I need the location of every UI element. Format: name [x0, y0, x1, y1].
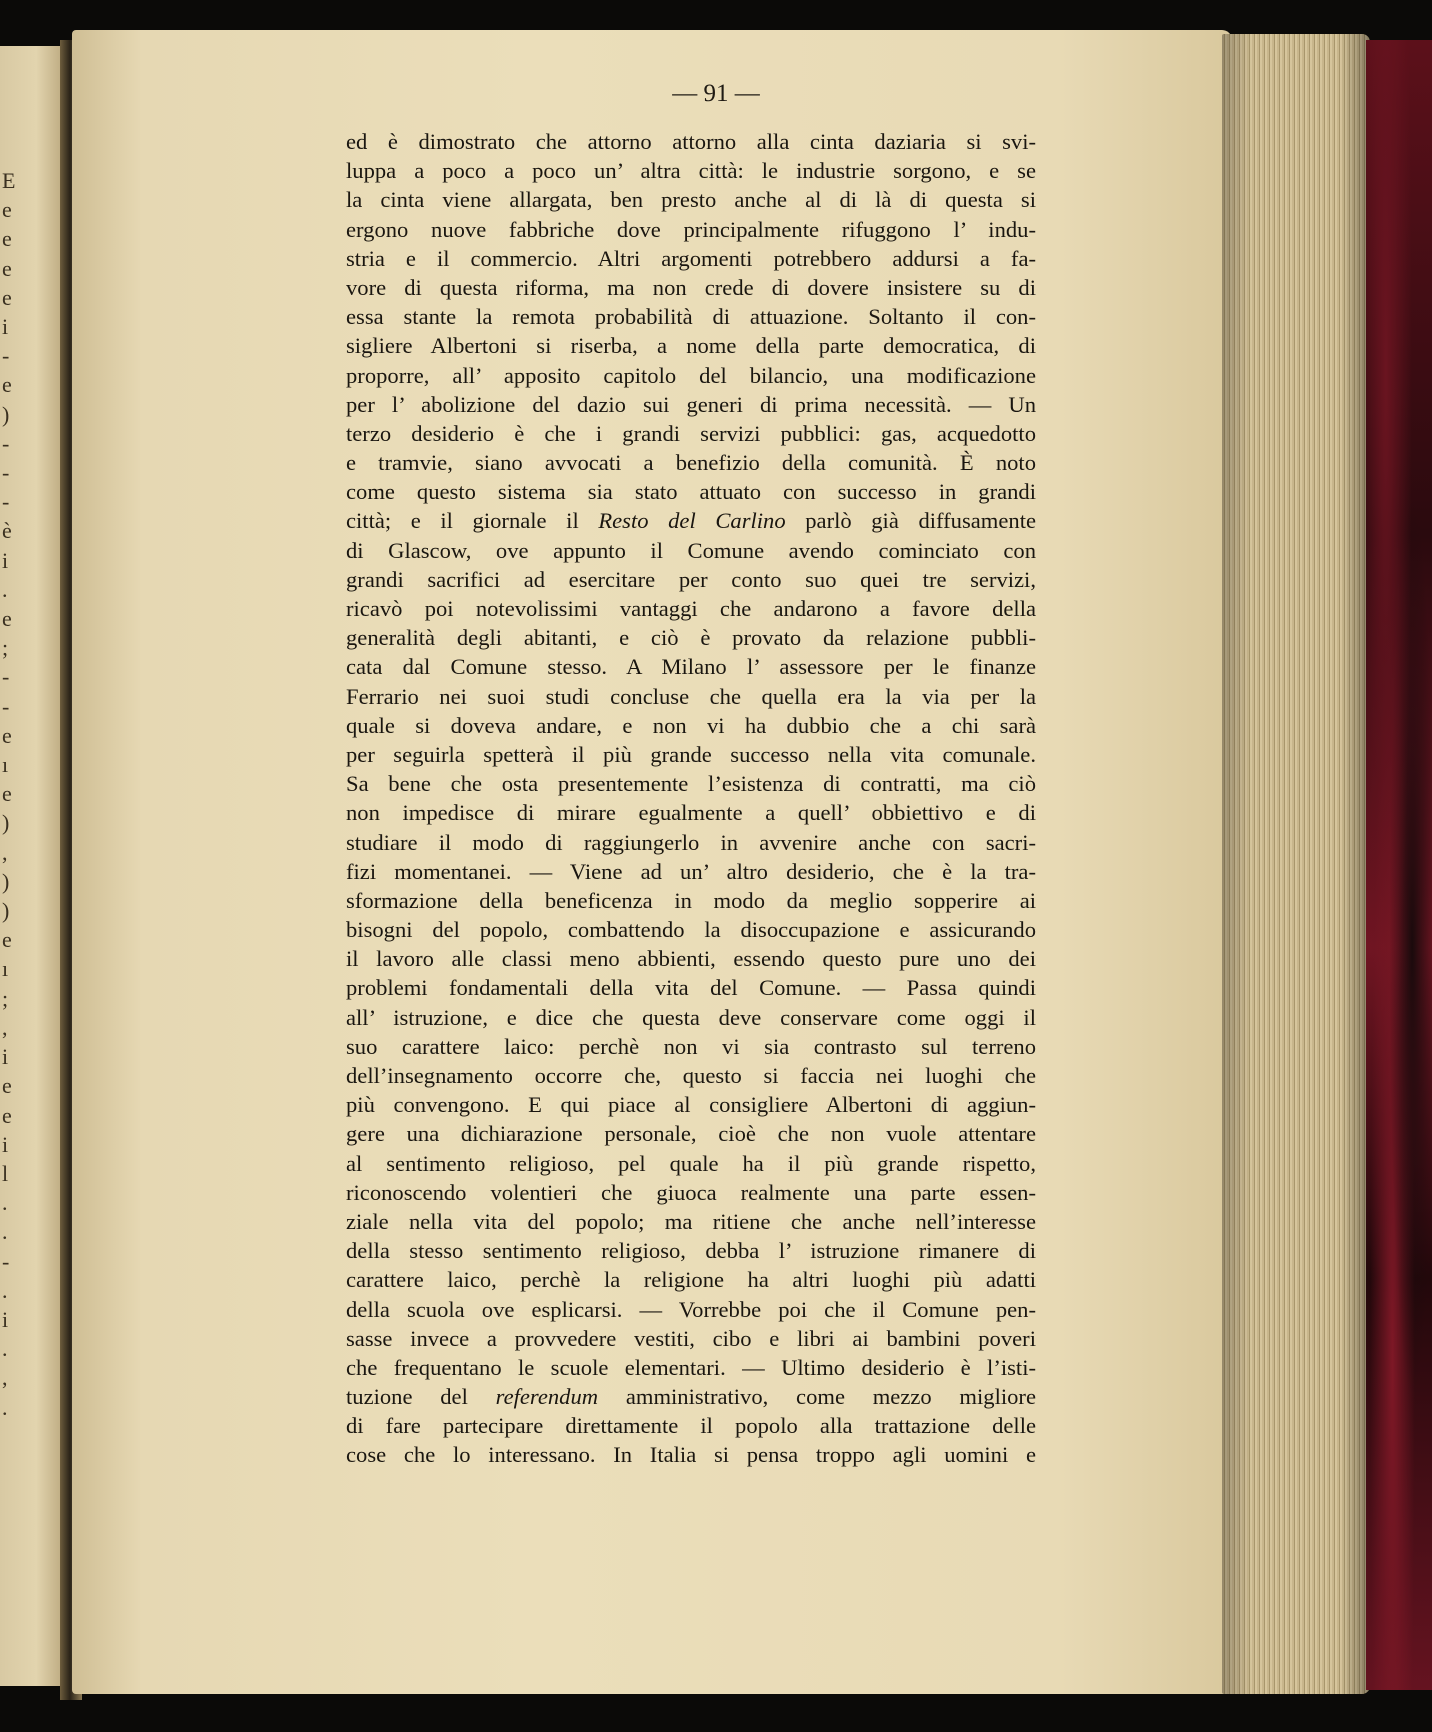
text-span: riconoscendo volentieri che giuoca realmente una parte essen- — [346, 1179, 1036, 1205]
text-span: ziale nella vita del popolo; ma ritiene che anche nell’interesse — [346, 1208, 1036, 1234]
text-line — [346, 185, 1036, 214]
text-line — [346, 1061, 1036, 1090]
text-line — [346, 361, 1036, 390]
text-span: sigliere Albertoni si riserba, a nome della parte democratica, di — [346, 333, 1036, 359]
text-span: quale si doveva andare, e non vi ha dubbio che a chi sarà — [346, 712, 1036, 738]
text-span: cata dal Comune stesso. A Milano l’ assessore per le finanze — [346, 654, 1036, 680]
text-line — [346, 1178, 1036, 1207]
text-span: e tramvie, siano avvocati a benefizio della comunità. È noto — [346, 450, 1036, 476]
text-span: ricavò poi notevolissimi vantaggi che andarono a favore della — [346, 596, 1036, 621]
text-span: tuzione del — [346, 1384, 496, 1410]
text-line — [346, 244, 1036, 273]
text-line — [346, 302, 1036, 331]
text-span: di fare partecipare direttamente il popolo alla trattazione delle — [346, 1413, 1036, 1439]
text-span: di Glascow, ove appunto il Comune avendo cominciato con — [346, 537, 1036, 563]
text-span: essa stante la remota probabilità di attuazione. Soltanto il con- — [346, 304, 1036, 330]
text-line — [346, 390, 1036, 419]
text-line — [346, 973, 1036, 1002]
text-line — [346, 769, 1036, 798]
text-span: all’ istruzione, e dice che questa deve conservare come oggi il — [346, 1004, 1036, 1030]
text-span: problemi fondamentali della vita del Comune. — Passa quindi — [346, 975, 1036, 1001]
italic-text-span: referendum — [495, 1384, 599, 1410]
text-line — [346, 682, 1036, 711]
text-span: fizi momentanei. — Viene ad un’ altro desiderio, che è la tra- — [346, 858, 1036, 884]
text-line — [346, 1119, 1036, 1148]
text-span: carattere laico, perchè la religione ha altri luoghi più adatti — [346, 1267, 1036, 1293]
text-line — [346, 857, 1036, 886]
text-line — [346, 536, 1036, 565]
text-span: stria e il commercio. Altri argomenti potrebbero addursi a fa- — [346, 245, 1036, 271]
text-line — [346, 1207, 1036, 1236]
text-line — [346, 477, 1036, 506]
text-line — [346, 1324, 1036, 1353]
text-line — [346, 623, 1036, 652]
text-span: generalità degli abitanti, e ciò è provato da relazione pubbli- — [346, 625, 1036, 651]
text-line — [346, 740, 1036, 769]
text-line — [346, 711, 1036, 740]
text-line — [346, 273, 1036, 302]
italic-text-span: Resto del Carlino — [598, 508, 786, 534]
left-facing-page — [0, 46, 66, 1686]
text-span: studiare il modo di raggiungerlo in avvenire anche con sacri- — [346, 829, 1036, 855]
text-line — [346, 1003, 1036, 1032]
text-line — [346, 1295, 1036, 1324]
text-line — [346, 828, 1036, 857]
text-line — [346, 565, 1036, 594]
text-span: città; e il giornale il — [346, 508, 599, 534]
text-span: proporre, all’ apposito capitolo del bilancio, una modificazione — [346, 362, 1036, 388]
text-line — [346, 652, 1036, 681]
text-line — [346, 944, 1036, 973]
text-span: bisogni del popolo, combattendo la disoccupazione e assicurando — [346, 917, 1036, 943]
text-span: ed è dimostrato che attorno attorno alla cinta daziaria si svi- — [346, 129, 1036, 154]
text-span: della scuola ove esplicarsi. — Vorrebbe poi che il Comune pen- — [346, 1296, 1036, 1322]
left-page-line-endings: E e e e e i - e ) - - - è i . e ; - - e ı e ) , ) ) e ı ; , i e e i l . . - . i . , . — [2, 168, 16, 1420]
text-line — [346, 1265, 1036, 1294]
text-line — [346, 915, 1036, 944]
text-line — [346, 1236, 1036, 1265]
page-number: — 91 — — [672, 80, 760, 107]
text-span: amministrativo, come mezzo migliore — [598, 1384, 1036, 1410]
text-line — [346, 1411, 1036, 1440]
text-span: sasse invece a provvedere vestiti, cibo e libri ai bambini poveri — [346, 1325, 1036, 1351]
text-span: Sa bene che osta presentemente l’esistenza di contratti, ma ciò — [346, 771, 1036, 797]
text-span: gere una dichiarazione personale, cioè che non vuole attentare — [346, 1121, 1036, 1147]
text-span: dell’insegnamento occorre che, questo si faccia nei luoghi che — [346, 1063, 1036, 1088]
text-span: al sentimento religioso, pel quale ha il più grande rispetto, — [346, 1150, 1036, 1176]
text-line — [346, 331, 1036, 360]
text-span: sformazione della beneficenza in modo da meglio sopperire ai — [346, 887, 1036, 913]
text-line — [346, 1440, 1036, 1469]
text-line — [346, 448, 1036, 477]
text-span: il lavoro alle classi meno abbienti, essendo questo pure uno dei — [346, 946, 1036, 972]
text-span: che frequentano le scuole elementari. — Ultimo desiderio è l’isti- — [346, 1354, 1036, 1380]
text-line — [346, 215, 1036, 244]
text-line — [346, 506, 1036, 535]
text-line — [346, 127, 1036, 156]
text-span: luppa a poco a poco un’ altra città: le industrie sorgono, e se — [346, 158, 1036, 184]
text-line — [346, 1353, 1036, 1382]
text-span: più convengono. E qui piace al consigliere Albertoni di aggiun- — [346, 1092, 1036, 1118]
text-span: non impedisce di mirare egualmente a quell’ obbiettivo e di — [346, 800, 1036, 826]
text-line — [346, 798, 1036, 827]
text-span: vore di questa riforma, ma non crede di dovere insistere su di — [346, 274, 1036, 300]
page-edges-shadow — [1222, 34, 1370, 1694]
text-span: come questo sistema sia stato attuato con successo in grandi — [346, 479, 1036, 505]
text-span: della stesso sentimento religioso, debba l’ istruzione rimanere di — [346, 1238, 1036, 1264]
text-line — [346, 1032, 1036, 1061]
text-span: cose che lo interessano. In Italia si pensa troppo agli uomini e — [346, 1442, 1036, 1468]
show-through-text — [102, 130, 362, 1460]
text-line — [346, 156, 1036, 185]
text-span: suo carattere laico: perchè non vi sia contrasto sul terreno — [346, 1033, 1036, 1059]
text-line — [346, 886, 1036, 915]
text-span: ergono nuove fabbriche dove principalmente rifuggono l’ indu- — [346, 216, 1036, 242]
text-span: parlò già diffusamente — [785, 508, 1036, 534]
text-line — [346, 1149, 1036, 1178]
text-line — [346, 1382, 1036, 1411]
text-line — [346, 419, 1036, 448]
text-span: la cinta viene allargata, ben presto anche al di là di questa si — [346, 187, 1036, 213]
text-line — [346, 1090, 1036, 1119]
body-text — [346, 127, 1036, 1470]
text-span: grandi sacrifici ad esercitare per conto suo quei tre servizi, — [346, 566, 1036, 592]
text-span: per l’ abolizione del dazio sui generi di prima necessità. — Un — [346, 391, 1036, 417]
text-span: terzo desiderio è che i grandi servizi pubblici: gas, acquedotto — [346, 420, 1036, 446]
text-line — [346, 594, 1036, 623]
marbled-cover — [1366, 40, 1432, 1690]
text-span: Ferrario nei suoi studi concluse che quella era la via per la — [346, 683, 1036, 709]
text-span: per seguirla spetterà il più grande successo nella vita comunale. — [346, 741, 1036, 767]
